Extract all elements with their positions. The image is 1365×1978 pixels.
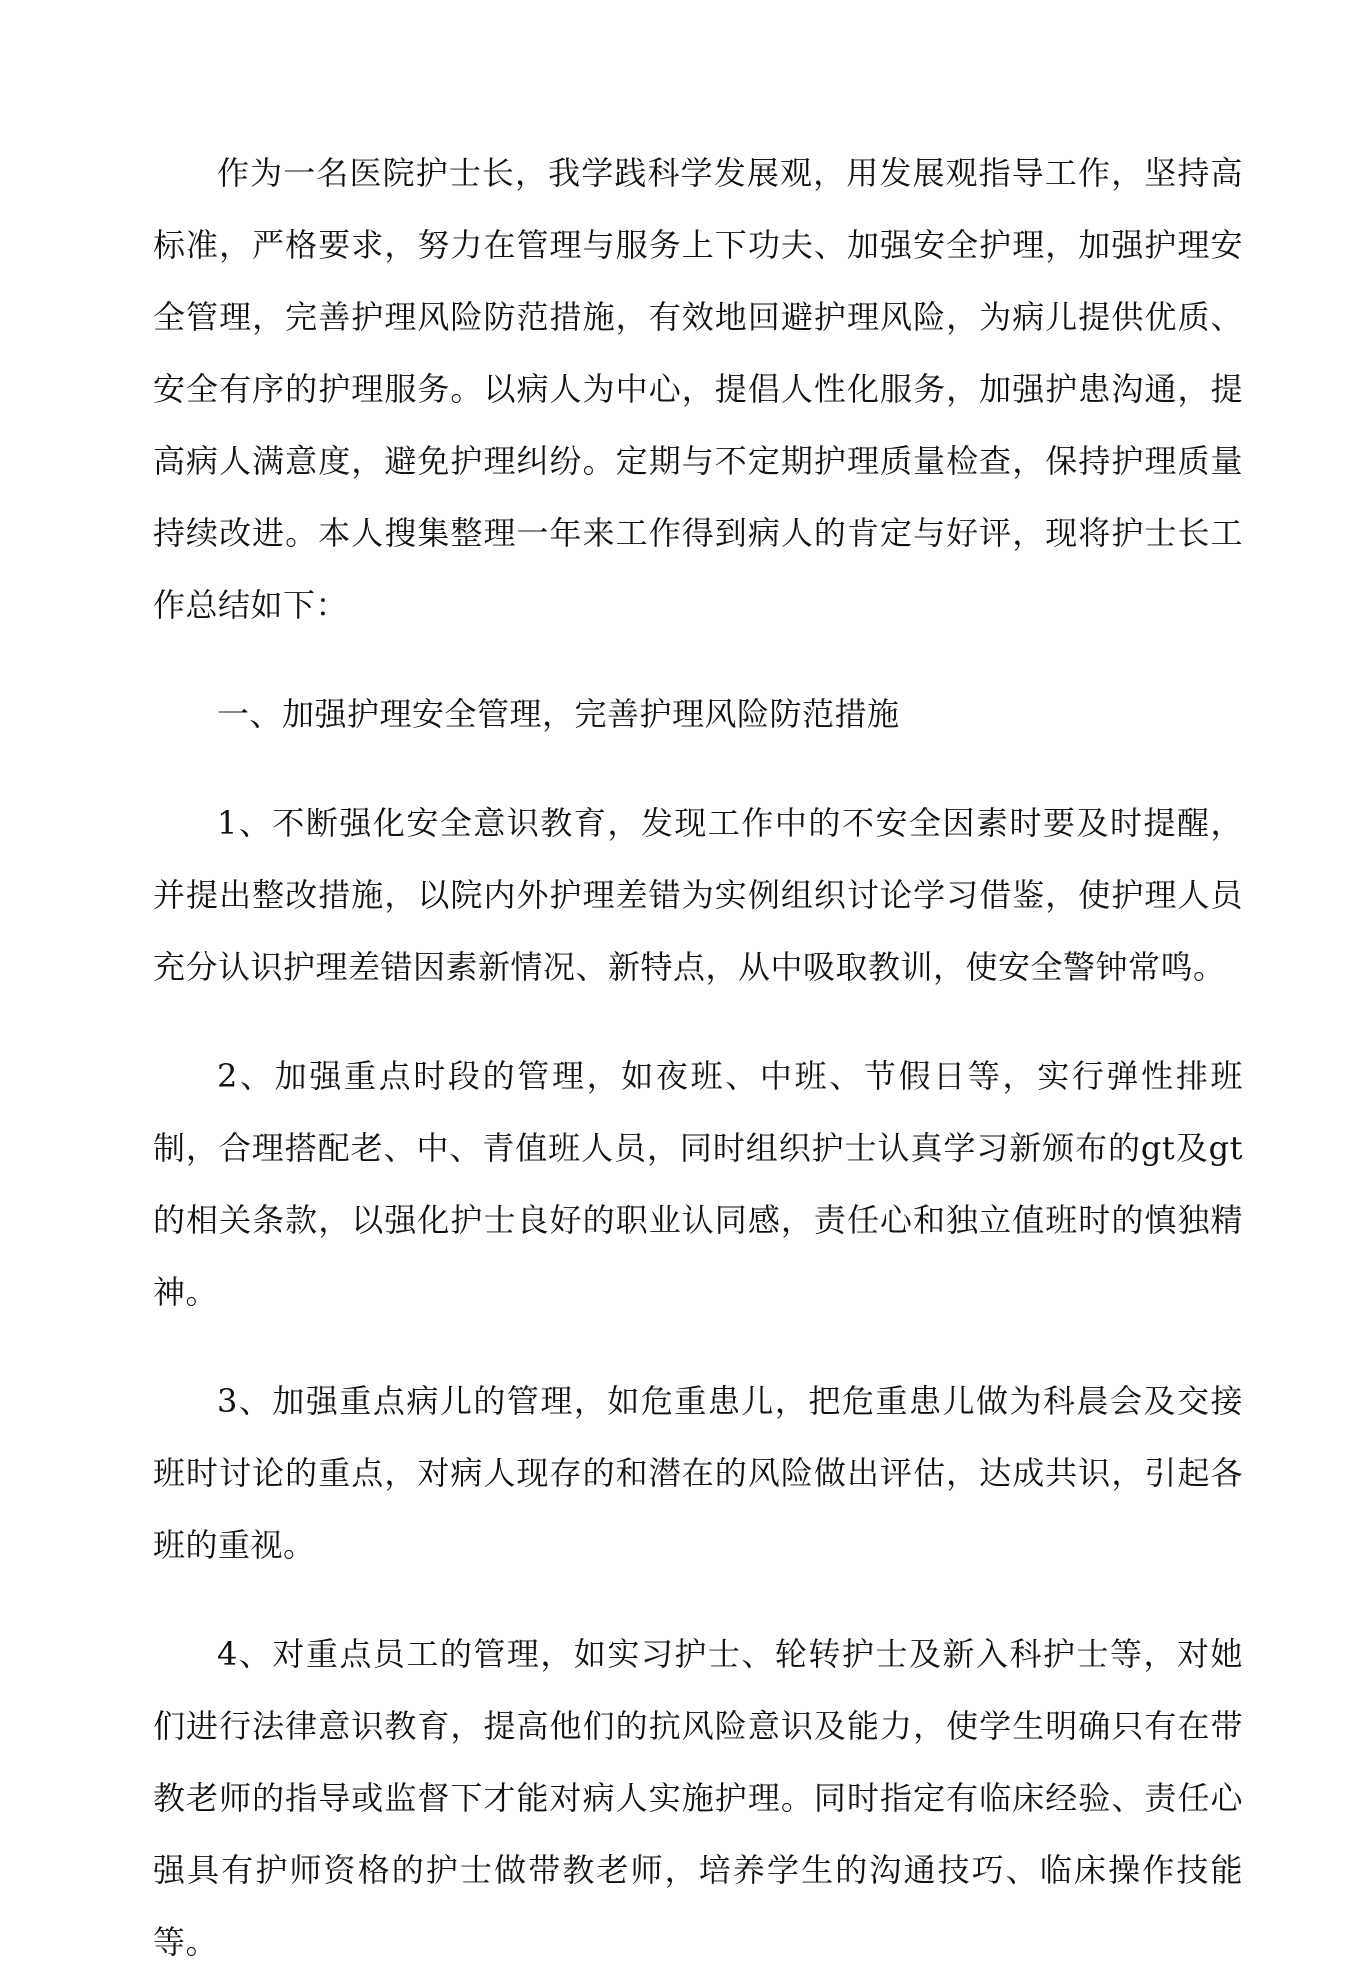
item-paragraph-1: 1、不断强化安全意识教育，发现工作中的不安全因素时要及时提醒，并提出整改措施，以院内外护理差错为实例组织讨论学习借鉴，使护理人员充分认识护理差错因素新情况、新特点，从中吸取教训，使安全警钟常鸣。: [153, 804, 1243, 986]
item-paragraph-2: 2、加强重点时段的管理，如夜班、中班、节假日等，实行弹性排班制，合理搭配老、中、青值班人员，同时组织护士认真学习新颁布的gt及gt的相关条款，以强化护士良好的职业认同感，责任心和独立值班时的慎独精神。: [153, 1057, 1243, 1311]
intro-paragraph: 作为一名医院护士长，我学践科学发展观，用发展观指导工作，坚持高标准，严格要求，努力在管理与服务上下功夫、加强安全护理，加强护理安全管理，完善护理风险防范措施，有效地回避护理风险，为病儿提供优质、安全有序的护理服务。以病人为中心，提倡人性化服务，加强护患沟通，提高病人满意度，避免护理纠纷。定期与不定期护理质量检查，保持护理质量持续改进。本人搜集整理一年来工作得到病人的肯定与好评，现将护士长工作总结如下：: [153, 154, 1243, 624]
item-paragraph-4: 4、对重点员工的管理，如实习护士、轮转护士及新入科护士等，对她们进行法律意识教育，提高他们的抗风险意识及能力，使学生明确只有在带教老师的指导或监督下才能对病人实施护理。同时指定有临床经验、责任心强具有护师资格的护士做带教老师，培养学生的沟通技巧、临床操作技能等。: [153, 1635, 1243, 1961]
section-heading: 一、加强护理安全管理，完善护理风险防范措施: [217, 695, 900, 733]
item-paragraph-3: 3、加强重点病儿的管理，如危重患儿，把危重患儿做为科晨会及交接班时讨论的重点，对病人现存的和潜在的风险做出评估，达成共识，引起各班的重视。: [153, 1382, 1243, 1564]
document-body: [153, 137, 1243, 1978]
